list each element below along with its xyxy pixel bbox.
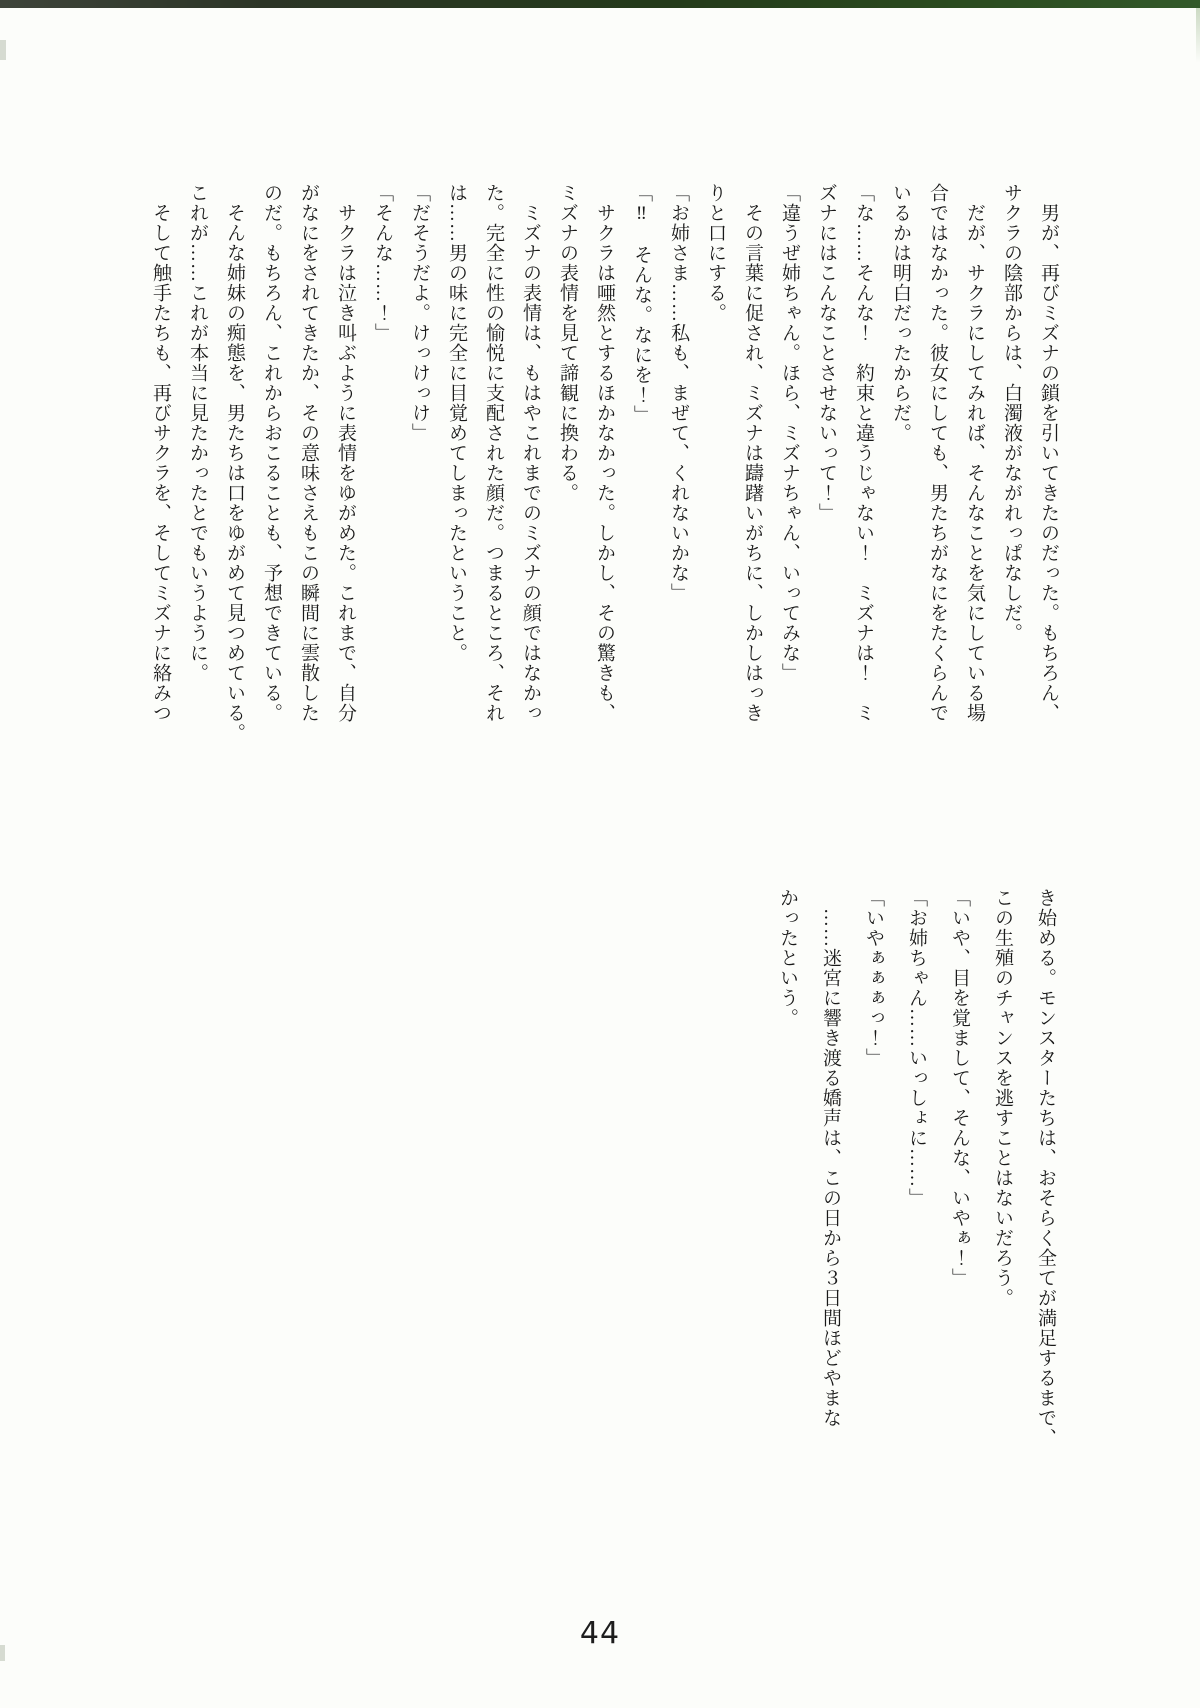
- text-line: その言葉に促され、ミズナは躊躇いがちに、しかしはっき: [742, 203, 763, 723]
- text-line: だが、サクラにしてみれば、そんなことを気にしている場: [964, 203, 985, 723]
- text-line: 「お姉ちゃん……いっしょに……」: [906, 888, 927, 1208]
- scan-border-top: [0, 0, 1200, 8]
- text-line: き始める。モンスターたちは、おそらく全てが満足するまで、: [1035, 888, 1056, 1448]
- text-line: のだ。もちろん、これからおこることも、予想できている。: [261, 183, 282, 723]
- text-line: りと口にする。: [705, 183, 726, 323]
- text-line: この生殖のチャンスを逃すことはないだろう。: [992, 888, 1013, 1308]
- text-line: そして触手たちも、再びサクラを、そしてミズナに絡みつ: [150, 203, 171, 723]
- text-line: 男が、再びミズナの鎖を引いてきたのだった。もちろん、: [1038, 203, 1059, 723]
- text-line: サクラは泣き叫ぶように表情をゆがめた。これまで、自分: [335, 203, 356, 723]
- text-line: 「そんな……！」: [372, 183, 393, 343]
- text-line: いるかは明白だったからだ。: [890, 183, 911, 443]
- text-line: そんな姉妹の痴態を、男たちは口をゆがめて見つめている。: [224, 203, 245, 743]
- text-line: サクラの陰部からは、白濁液がながれっぱなしだ。: [1001, 183, 1022, 643]
- text-line: 「違うぜ姉ちゃん。ほら、ミズナちゃん、いってみな」: [779, 183, 800, 683]
- text-line: 「いや、目を覚まして、そんな、いやぁ！」: [949, 888, 970, 1288]
- text-line: 「お姉さま……私も、まぜて、くれないかな」: [668, 183, 689, 603]
- page-number: 44: [579, 1616, 621, 1651]
- text-line: は……男の味に完全に目覚めてしまったということ。: [446, 183, 467, 663]
- text-line: ……迷宮に響き渡る嬌声は、この日から３日間ほどやまな: [820, 908, 841, 1428]
- scan-edge-right: [1196, 8, 1200, 63]
- text-block-upper: [142, 183, 1067, 749]
- text-line: 合ではなかった。彼女にしても、男たちがなにをたくらんで: [927, 183, 948, 723]
- text-line: がなにをされてきたか、その意味さえもこの瞬間に雲散した: [298, 183, 319, 723]
- text-block-lower: [766, 888, 1067, 1460]
- text-line: ミズナの表情を見て諦観に換わる。: [557, 183, 578, 503]
- text-line: 「‼ そんな。なにを！」: [631, 183, 652, 425]
- text-line: た。完全に性の愉悦に支配された顔だ。つまるところ、それ: [483, 183, 504, 723]
- text-line: これが……これが本当に見たかったとでもいうように。: [187, 183, 208, 683]
- text-line: ズナにはこんなことさせないって！」: [816, 183, 837, 523]
- text-line: ミズナの表情は、もはやこれまでのミズナの顔ではなかっ: [520, 203, 541, 723]
- text-line: サクラは唖然とするほかなかった。しかし、その驚きも、: [594, 203, 615, 723]
- text-line: 「いやぁぁぁっ！」: [863, 888, 884, 1068]
- text-line: かったという。: [777, 888, 798, 1028]
- text-line: 「な……そんな！ 約束と違うじゃない！ ミズナは！ ミ: [853, 183, 874, 723]
- scan-artifact: [0, 40, 6, 60]
- text-line: 「だそうだよ。けっけっけ」: [409, 183, 430, 443]
